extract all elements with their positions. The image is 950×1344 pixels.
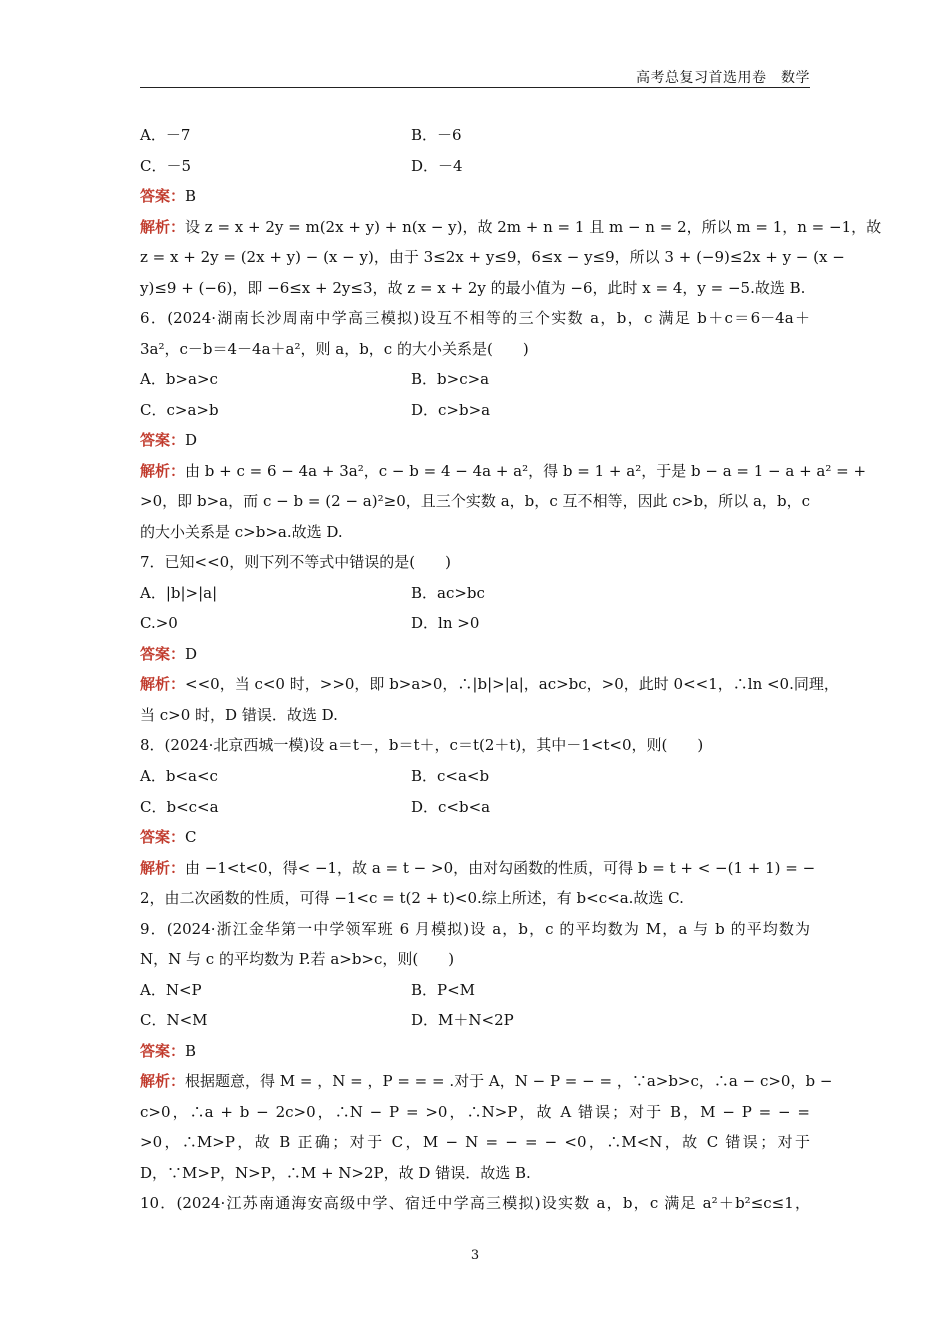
q9-option-b: B．P<M xyxy=(411,981,476,999)
analysis-text: <<0，当 c<0 时，>>0，即 b>a>0，∴|b|>|a|，ac>bc，>0，此时 0<<1，∴ln <0.同理， xyxy=(185,675,839,693)
q9-option-c: C．N<M xyxy=(140,1011,208,1029)
q7-option-a: A．|b|>|a| xyxy=(140,584,218,602)
q7-answer xyxy=(140,644,810,664)
q9-stem-line-2: N，N 与 c 的平均数为 P.若 a>b>c，则( ) xyxy=(140,950,455,968)
q7-option-b: B．ac>bc xyxy=(411,584,485,602)
analysis-label: 解析： xyxy=(140,218,186,236)
q5-option-a: A．－7 xyxy=(140,126,191,144)
analysis-label: 解析： xyxy=(140,859,186,877)
answer-value: C xyxy=(185,828,197,846)
q9-analysis-line-2: c>0，∴a + b − 2c>0，∴N − P = >0，∴N>P，故 A 错误；对于 B，M − P = − = xyxy=(140,1103,810,1121)
q5-option-d: D．－4 xyxy=(411,157,463,175)
q8-option-c: C．b<c<a xyxy=(140,798,219,816)
q6-analysis-line-1 xyxy=(140,461,867,481)
q9-answer xyxy=(140,1041,810,1061)
q6-option-c: C．c>a>b xyxy=(140,401,219,419)
analysis-text: 由 b + c = 6 − 4a + 3a²，c − b = 4 − 4a + a²，得 b = 1 + a²，于是 b − a = 1 − a + a² = + xyxy=(185,462,867,480)
analysis-label: 解析： xyxy=(140,462,186,480)
q7-analysis-line-2: 当 c>0 时，D 错误．故选 D. xyxy=(140,706,338,724)
q8-analysis-line-1 xyxy=(140,858,816,878)
q9-option-d: D．M＋N<2P xyxy=(411,1011,514,1029)
q6-option-d: D．c>b>a xyxy=(411,401,491,419)
q5-option-b: B．－6 xyxy=(411,126,462,144)
q7-analysis-line-1 xyxy=(140,674,839,694)
q8-option-d: D．c<b<a xyxy=(411,798,491,816)
q8-answer xyxy=(140,827,810,847)
q9-option-a: A．N<P xyxy=(140,981,202,999)
q5-analysis-line-3: y)≤9 + (−6)，即 −6≤x + 2y≤3，故 z = x + 2y 的最小值为 −6，此时 x = 4，y = −5.故选 B. xyxy=(140,279,806,297)
analysis-label: 解析： xyxy=(140,675,186,693)
answer-label: 答案： xyxy=(140,828,186,846)
q6-option-b: B．b>c>a xyxy=(411,370,490,388)
analysis-text: 由 −1<t<0，得< −1，故 a = t − >0，由对勾函数的性质，可得 b = t + < −(1 + 1) = − xyxy=(185,859,816,877)
q7-stem-line-1: 7．已知<<0，则下列不等式中错误的是( ) xyxy=(140,553,451,571)
running-header: 高考总复习首选用卷 数学 xyxy=(636,70,810,86)
q6-stem-line-1: 6．(2024·湖南长沙周南中学高三模拟)设互不相等的三个实数 a，b，c 满足 b＋c＝6－4a＋ xyxy=(140,309,810,327)
q9-analysis-line-1 xyxy=(140,1071,833,1091)
answer-value: D xyxy=(185,431,198,449)
answer-value: B xyxy=(185,187,197,205)
analysis-text: 根据题意，得 M = ，N = ，P = = = .对于 A，N − P = − = ，∵a>b>c，∴a − c>0，b − xyxy=(185,1072,833,1090)
q5-analysis-line-2: z = x + 2y = (2x + y) − (x − y)，由于 3≤2x + y≤9，6≤x − y≤9，所以 3 + (−9)≤2x + y − (x − xyxy=(140,248,845,266)
q9-stem-line-1: 9．(2024·浙江金华第一中学领军班 6 月模拟)设 a，b，c 的平均数为 M，a 与 b 的平均数为 xyxy=(140,920,810,938)
q6-analysis-line-2: >0，即 b>a，而 c − b = (2 − a)²≥0，且三个实数 a，b，c 互不相等，因此 c>b，所以 a，b，c xyxy=(140,492,810,510)
q7-option-c: C.>0 xyxy=(140,614,178,632)
q9-analysis-line-3: >0，∴M>P，故 B 正确；对于 C，M − N = − = − <0，∴M<N，故 C 错误；对于 xyxy=(140,1133,810,1151)
q6-answer xyxy=(140,430,810,450)
q8-stem-line-1: 8．(2024·北京西城一模)设 a＝t－，b＝t＋，c＝t(2＋t)，其中－1<t<0，则( ) xyxy=(140,736,704,754)
answer-value: D xyxy=(185,645,198,663)
q9-analysis-line-4: D，∵M>P，N>P，∴M + N>2P，故 D 错误．故选 B. xyxy=(140,1164,531,1182)
analysis-label: 解析： xyxy=(140,1072,186,1090)
q8-option-a: A．b<a<c xyxy=(140,767,218,785)
header-rule xyxy=(140,87,810,88)
q6-stem-line-2: 3a²，c－b＝4－4a＋a²，则 a，b，c 的大小关系是( ) xyxy=(140,340,529,358)
answer-label: 答案： xyxy=(140,645,186,663)
q7-option-d: D．ln >0 xyxy=(411,614,480,632)
q6-analysis-line-3: 的大小关系是 c>b>a.故选 D. xyxy=(140,523,343,541)
q5-analysis-line-1 xyxy=(140,217,882,237)
q5-answer xyxy=(140,186,810,206)
q6-option-a: A．b>a>c xyxy=(140,370,218,388)
answer-label: 答案： xyxy=(140,1042,186,1060)
q10-stem-line-1: 10．(2024·江苏南通海安高级中学、宿迁中学高三模拟)设实数 a，b，c 满足 a²＋b²≤c≤1， xyxy=(140,1194,810,1212)
q8-option-b: B．c<a<b xyxy=(411,767,490,785)
answer-label: 答案： xyxy=(140,187,186,205)
page-number: 3 xyxy=(470,1248,480,1263)
analysis-text: 设 z = x + 2y = m(2x + y) + n(x − y)，故 2m + n = 1 且 m − n = 2，所以 m = 1，n = −1，故 xyxy=(185,218,882,236)
q8-analysis-line-2: 2，由二次函数的性质，可得 −1<c = t(2 + t)<0.综上所述，有 b<c<a.故选 C. xyxy=(140,889,684,907)
answer-value: B xyxy=(185,1042,197,1060)
q5-option-c: C．－5 xyxy=(140,157,192,175)
answer-label: 答案： xyxy=(140,431,186,449)
